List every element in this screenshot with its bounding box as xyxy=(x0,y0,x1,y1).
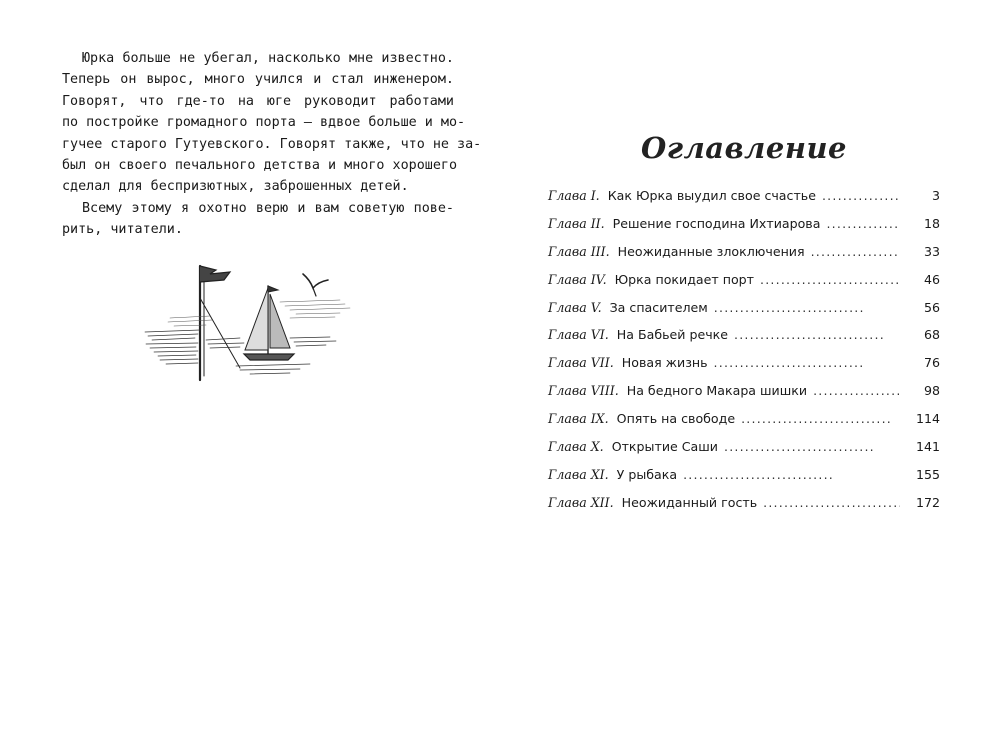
toc-chapter-title: Решение господина Ихтиарова xyxy=(612,215,821,231)
toc-title: Оглавление xyxy=(641,131,847,165)
toc-page-number: 68 xyxy=(923,327,940,343)
toc-chapter-title: У рыбака xyxy=(616,466,678,482)
toc-dot-leader xyxy=(763,495,900,510)
toc-chapter-number: Глава V. xyxy=(548,299,602,315)
toc-chapter-title: Юрка покидает порт xyxy=(614,271,755,287)
toc-entry[interactable] xyxy=(548,439,940,467)
text-line: сделал для беспризютных, заброшенных детей. xyxy=(62,179,409,195)
toc-dot-leader xyxy=(714,355,864,370)
toc-page-number: 76 xyxy=(923,355,940,371)
toc-chapter-number: Глава X. xyxy=(548,439,604,455)
left-page xyxy=(62,48,482,241)
toc-entry[interactable] xyxy=(548,383,940,411)
toc-chapter-number: Глава XI. xyxy=(548,466,609,482)
toc-chapter-title: Неожиданный гость xyxy=(621,494,758,510)
toc-chapter-number: Глава IX. xyxy=(548,411,609,427)
toc-chapter-title: Неожиданные злоключения xyxy=(617,243,805,259)
toc-chapter-number: Глава XII. xyxy=(548,494,614,510)
toc-entry[interactable] xyxy=(548,495,940,523)
toc-chapter-title: За спасителем xyxy=(609,299,708,315)
toc-page-number: 56 xyxy=(923,299,940,315)
toc-chapter-number: Глава VIII. xyxy=(548,383,619,399)
toc-chapter-number: Глава VII. xyxy=(548,355,614,371)
text-line: Юрка больше не убегал, насколько мне известно. xyxy=(82,51,454,66)
toc-dot-leader xyxy=(760,272,900,287)
toc-page-number: 3 xyxy=(931,188,940,203)
toc-entry[interactable] xyxy=(548,272,940,300)
paragraph-1 xyxy=(62,48,482,198)
text-line: был он своего печального детства и много хорошего xyxy=(62,158,458,174)
toc-chapter-title: Новая жизнь xyxy=(621,355,708,371)
toc-dot-leader xyxy=(826,216,900,231)
toc-page-number: 33 xyxy=(923,243,940,259)
text-line: по постройке громадного порта – вдвое больше и мо- xyxy=(62,115,466,131)
toc-entry[interactable] xyxy=(548,188,940,216)
text-line: Говорят, что где-то на юге руководит работами xyxy=(62,93,454,109)
table-of-contents xyxy=(548,188,940,523)
text-line: Теперь он вырос, много учился и стал инженером. xyxy=(62,72,454,88)
toc-chapter-number: Глава I. xyxy=(548,188,600,203)
text-line: рить, читатели. xyxy=(62,222,183,238)
toc-chapter-title: Как Юрка выудил свое счастье xyxy=(607,188,816,203)
toc-page-number: 18 xyxy=(923,215,940,231)
text-line: Всему этому я охотно верю и вам советую пове- xyxy=(82,200,454,216)
toc-page-number: 155 xyxy=(915,466,940,482)
toc-entry[interactable] xyxy=(548,411,940,439)
toc-chapter-number: Глава IV. xyxy=(548,271,607,287)
toc-page-number: 98 xyxy=(923,383,940,399)
toc-dot-leader xyxy=(724,439,874,454)
toc-chapter-number: Глава VI. xyxy=(548,327,609,343)
toc-page-number: 141 xyxy=(915,439,940,455)
toc-entry[interactable] xyxy=(548,467,940,495)
toc-chapter-number: Глава II. xyxy=(548,215,605,231)
toc-chapter-title: На Бабьей речке xyxy=(616,327,728,343)
toc-page-number: 172 xyxy=(915,494,940,510)
toc-chapter-title: Открытие Саши xyxy=(611,439,718,455)
toc-dot-leader xyxy=(811,244,900,259)
toc-page-number: 114 xyxy=(915,411,940,427)
toc-dot-leader xyxy=(822,188,900,203)
toc-page-number: 46 xyxy=(923,271,940,287)
toc-dot-leader xyxy=(734,327,884,342)
toc-entry[interactable] xyxy=(548,355,940,383)
toc-entry[interactable] xyxy=(548,216,940,244)
toc-dot-leader xyxy=(741,411,891,426)
toc-entry[interactable] xyxy=(548,300,940,328)
sailboat-illustration xyxy=(140,258,355,388)
right-page xyxy=(548,120,940,168)
paragraph-2 xyxy=(62,198,454,241)
toc-dot-leader xyxy=(683,467,833,482)
toc-entry[interactable] xyxy=(548,327,940,355)
toc-entry[interactable] xyxy=(548,244,940,272)
toc-dot-leader xyxy=(714,300,864,315)
toc-chapter-title: На бедного Макара шишки xyxy=(626,383,808,399)
toc-chapter-title: Опять на свободе xyxy=(616,411,736,427)
toc-chapter-number: Глава III. xyxy=(548,243,610,259)
toc-dot-leader xyxy=(813,383,900,398)
text-line: гучее старого Гутуевского. Говорят также, что не за- xyxy=(62,136,482,152)
